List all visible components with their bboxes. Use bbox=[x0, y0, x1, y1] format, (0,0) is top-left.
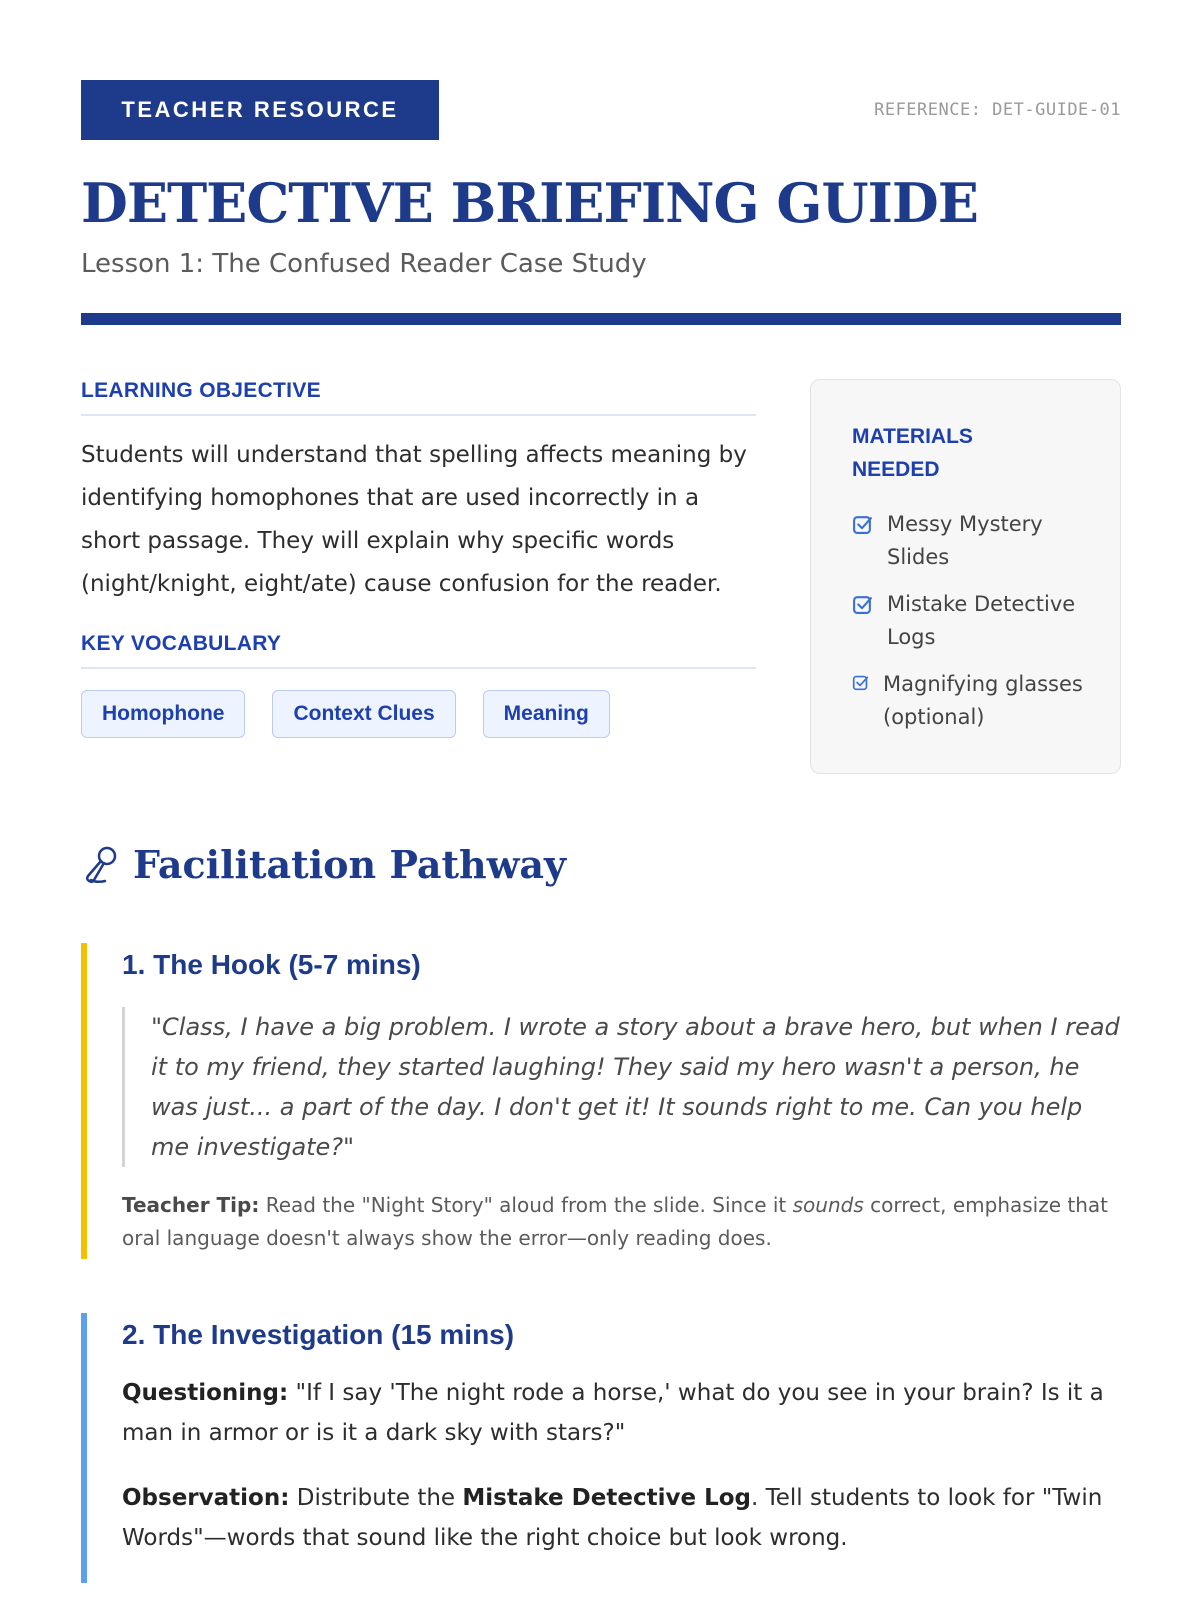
teacher-tip-label: Teacher Tip: bbox=[122, 1193, 260, 1218]
teacher-tip-emphasis: sounds bbox=[792, 1193, 864, 1218]
vocab-chip-context-clues: Context Clues bbox=[272, 690, 455, 738]
page-title: DETECTIVE BRIEFING GUIDE bbox=[81, 171, 978, 235]
questioning-text: "If I say 'The night rode a horse,' what do you see in your brain? Is it a man in armor or is it a dark sky with stars?" bbox=[122, 1380, 1104, 1447]
microphone-icon bbox=[81, 845, 119, 885]
teacher-resource-badge: TEACHER RESOURCE bbox=[81, 80, 439, 140]
facilitation-pathway-title: Facilitation Pathway bbox=[133, 842, 567, 888]
materials-item-label: Magnifying glasses (optional) bbox=[883, 672, 1083, 730]
materials-item bbox=[852, 588, 1090, 654]
reference-code: REFERENCE: DET-GUIDE-01 bbox=[874, 100, 1121, 120]
observation-text: Distribute the bbox=[289, 1485, 463, 1512]
materials-heading: MATERIALS NEEDED bbox=[852, 425, 973, 482]
step-investigation bbox=[81, 1313, 1121, 1583]
step-accent-bar bbox=[81, 943, 87, 1259]
key-vocabulary-heading: KEY VOCABULARY bbox=[81, 632, 756, 669]
observation-paragraph bbox=[122, 1478, 1121, 1558]
materials-item bbox=[852, 508, 1090, 574]
vocabulary-chip-list bbox=[81, 690, 756, 738]
materials-item-label: Mistake Detective Logs bbox=[887, 592, 1076, 650]
step-hook bbox=[81, 943, 1121, 1259]
step-accent-bar bbox=[81, 1313, 87, 1583]
lesson-subtitle: Lesson 1: The Confused Reader Case Study bbox=[81, 249, 647, 280]
teacher-tip-text: correct, emphasize that oral language doesn't always show the error—only reading does. bbox=[122, 1193, 1109, 1251]
materials-card bbox=[810, 379, 1121, 774]
checkbox-checked-icon bbox=[852, 594, 873, 615]
title-divider bbox=[81, 313, 1121, 325]
materials-item bbox=[852, 668, 1090, 734]
checkbox-checked-icon bbox=[852, 514, 873, 535]
vocab-chip-homophone: Homophone bbox=[81, 690, 245, 738]
checkbox-checked-icon bbox=[852, 674, 869, 691]
header-bar bbox=[81, 80, 1121, 140]
observation-log-name: Mistake Detective Log bbox=[462, 1485, 751, 1512]
materials-list bbox=[852, 508, 1090, 734]
teacher-script-quote: "Class, I have a big problem. I wrote a story about a brave hero, but when I read it to my friend, they started laughing! They said my hero wasn't a person, he was just... a part of the day. I don't get it! It sounds right to me. Can you help me investigate?" bbox=[122, 1007, 1121, 1167]
overview-section bbox=[81, 379, 1121, 774]
facilitation-pathway-heading bbox=[81, 842, 1121, 887]
briefing-guide-page bbox=[81, 80, 1121, 1583]
teacher-tip bbox=[122, 1189, 1121, 1259]
observation-label: Observation: bbox=[122, 1485, 290, 1512]
learning-objective-text: Students will understand that spelling affects meaning by identifying homophones that are used incorrectly in a short passage. They will explain why specific words (night/knight, eight/ate) cause confusion for the reader. bbox=[81, 442, 747, 598]
observation-text: . Tell students to look for "Twin Words"—words that sound like the right choice but look wrong. bbox=[122, 1485, 1103, 1552]
materials-item-label: Messy Mystery Slides bbox=[887, 512, 1043, 570]
overview-left-column bbox=[81, 379, 756, 774]
step-title: 2. The Investigation (15 mins) bbox=[122, 1319, 515, 1351]
learning-objective-heading: LEARNING OBJECTIVE bbox=[81, 379, 756, 416]
step-title: 1. The Hook (5-7 mins) bbox=[122, 949, 421, 981]
vocab-chip-meaning: Meaning bbox=[483, 690, 610, 738]
teacher-tip-text: Read the "Night Story" aloud from the slide. Since it bbox=[259, 1193, 793, 1218]
questioning-paragraph bbox=[122, 1373, 1121, 1453]
questioning-label: Questioning: bbox=[122, 1380, 289, 1407]
